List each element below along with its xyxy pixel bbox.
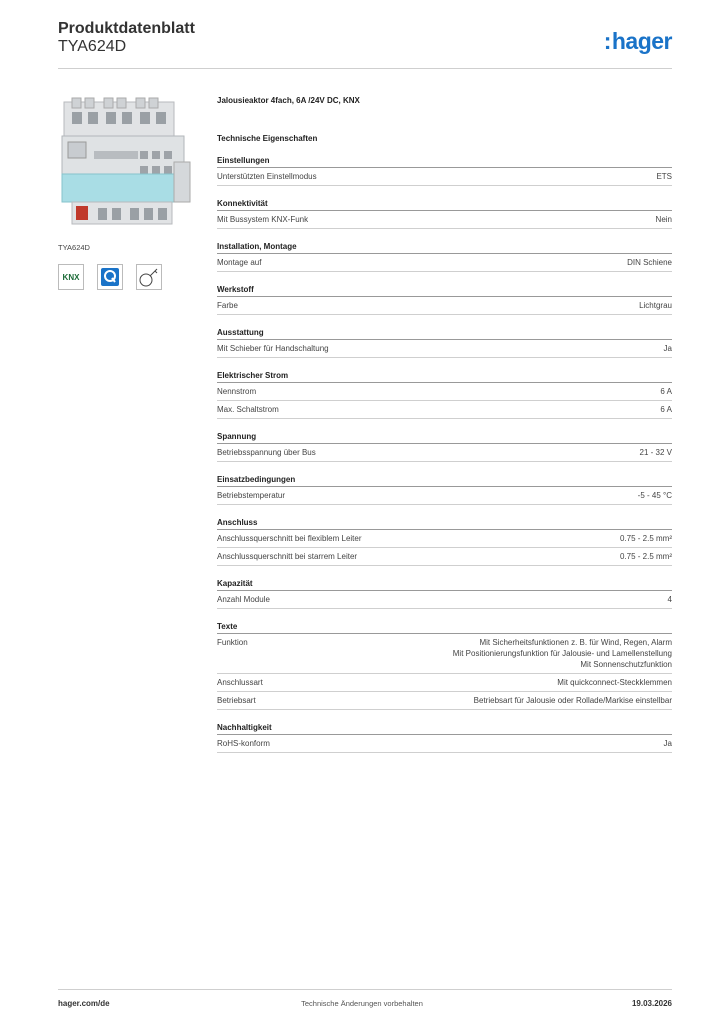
spec-row: [217, 383, 672, 401]
hager-logo[interactable]: :hager: [603, 28, 672, 54]
spec-value: [668, 594, 672, 605]
spec-section: [217, 285, 672, 315]
spec-row: [217, 487, 672, 505]
spec-value-line: DIN Schiene: [627, 258, 672, 267]
spec-label: Nennstrom: [217, 387, 257, 396]
product-code-heading: TYA624D: [58, 38, 127, 55]
spec-value: [620, 551, 672, 562]
section-title: Einstellungen: [217, 156, 672, 168]
spec-section: [217, 328, 672, 358]
section-title: Texte: [217, 622, 672, 634]
spec-value-line: Mit Positionierungsfunktion für Jalousie- und Lamellenstellung: [452, 649, 672, 658]
spec-row: [217, 211, 672, 229]
section-title: Ausstattung: [217, 328, 672, 340]
spec-value: [664, 343, 672, 354]
spec-row: [217, 340, 672, 358]
technical-properties-heading: Technische Eigenschaften: [217, 134, 318, 143]
spec-row: [217, 674, 672, 692]
spec-label: Farbe: [217, 301, 238, 310]
spec-section: [217, 518, 672, 566]
spec-value: [474, 695, 672, 706]
footer-website-link[interactable]: hager.com/de: [58, 999, 110, 1008]
spec-value-line: Betriebsart für Jalousie oder Rollade/Markise einstellbar: [473, 696, 672, 705]
spec-label: Anschlussart: [217, 678, 263, 687]
spec-row: [217, 168, 672, 186]
spec-value-line: 0.75 - 2.5 mm²: [619, 552, 672, 561]
spec-value-line: Lichtgrau: [639, 301, 672, 310]
spec-value: [660, 404, 672, 415]
spec-label: Funktion: [217, 638, 248, 647]
spec-value: [627, 257, 672, 268]
section-title: Elektrischer Strom: [217, 371, 672, 383]
spec-section: [217, 371, 672, 419]
spec-row: [217, 735, 672, 753]
spec-label: RoHS-konform: [217, 739, 270, 748]
spec-row: [217, 297, 672, 315]
spec-value-line: 6 A: [660, 405, 672, 414]
spec-value-line: 6 A: [660, 387, 672, 396]
spec-row: [217, 401, 672, 419]
spec-value: [639, 300, 672, 311]
spec-row: [217, 254, 672, 272]
header-divider: [58, 68, 672, 69]
spec-label: Max. Schaltstrom: [217, 405, 279, 414]
spec-row: [217, 530, 672, 548]
section-title: Spannung: [217, 432, 672, 444]
spec-value-line: Nein: [655, 215, 672, 224]
footer-divider: [58, 989, 672, 990]
spec-value: [557, 677, 672, 688]
spec-section: [217, 475, 672, 505]
footer-disclaimer: Technische Änderungen vorbehalten: [301, 999, 423, 1008]
spec-value-line: Mit Sicherheitsfunktionen z. B. für Wind, Regen, Alarm: [479, 638, 672, 647]
spec-section: [217, 156, 672, 186]
spec-value-line: 21 - 32 V: [639, 448, 672, 457]
spec-value-line: Ja: [663, 739, 672, 748]
section-title: Einsatzbedingungen: [217, 475, 672, 487]
spec-label: Mit Schieber für Handschaltung: [217, 344, 329, 353]
spec-value: [656, 171, 672, 182]
spec-value: [620, 533, 672, 544]
spec-label: Anzahl Module: [217, 595, 270, 604]
section-title: Konnektivität: [217, 199, 672, 211]
spec-value-line: Mit Sonnenschutzfunktion: [580, 660, 672, 669]
spec-row: [217, 591, 672, 609]
spec-value: [453, 637, 672, 670]
section-title: Installation, Montage: [217, 242, 672, 254]
spec-row: [217, 444, 672, 462]
knx-label: KNX: [62, 272, 80, 282]
section-title: Anschluss: [217, 518, 672, 530]
spec-value-line: ETS: [656, 172, 672, 181]
spec-value-line: 0.75 - 2.5 mm²: [619, 534, 672, 543]
spec-section: [217, 622, 672, 710]
spec-value: [664, 738, 672, 749]
key-symbol-icon: [136, 264, 162, 290]
spec-label: Betriebstemperatur: [217, 491, 286, 500]
spec-label: Betriebsspannung über Bus: [217, 448, 316, 457]
spec-label: Unterstützten Einstellmodus: [217, 172, 317, 181]
spec-value-line: Mit quickconnect-Steckklemmen: [557, 678, 672, 687]
spec-label: Mit Bussystem KNX-Funk: [217, 215, 309, 224]
spec-row: [217, 634, 672, 674]
product-image-caption: TYA624D: [58, 243, 90, 252]
spec-section: [217, 242, 672, 272]
spec-value-line: -5 - 45 °C: [637, 491, 672, 500]
logo-text: hager: [611, 28, 672, 54]
spec-row: [217, 548, 672, 566]
spec-sections: [217, 156, 672, 753]
section-title: Nachhaltigkeit: [217, 723, 672, 735]
spec-section: [217, 432, 672, 462]
spec-label: Anschlussquerschnitt bei flexiblem Leiter: [217, 534, 362, 543]
spec-label: Anschlussquerschnitt bei starrem Leiter: [217, 552, 358, 561]
spec-section: [217, 579, 672, 609]
spec-value: [660, 386, 672, 397]
section-title: Kapazität: [217, 579, 672, 591]
spec-label: Betriebsart: [217, 696, 256, 705]
page-title: Produktdatenblatt: [58, 20, 195, 37]
spec-value: [656, 214, 672, 225]
spec-value: [638, 490, 672, 501]
spec-section: [217, 199, 672, 229]
product-description: Jalousieaktor 4fach, 6A /24V DC, KNX: [217, 96, 360, 105]
spec-value: [640, 447, 672, 458]
spec-section: [217, 723, 672, 753]
quality-mark-icon: [97, 264, 123, 290]
product-specifications: [217, 96, 672, 753]
section-title: Werkstoff: [217, 285, 672, 297]
spec-value-line: 4: [667, 595, 672, 604]
spec-label: Montage auf: [217, 258, 262, 267]
footer-date: 19.03.2026: [631, 999, 672, 1008]
product-image: [58, 96, 200, 236]
spec-value-line: Ja: [663, 344, 672, 353]
knx-certification-icon: [58, 264, 84, 290]
spec-row: [217, 692, 672, 710]
